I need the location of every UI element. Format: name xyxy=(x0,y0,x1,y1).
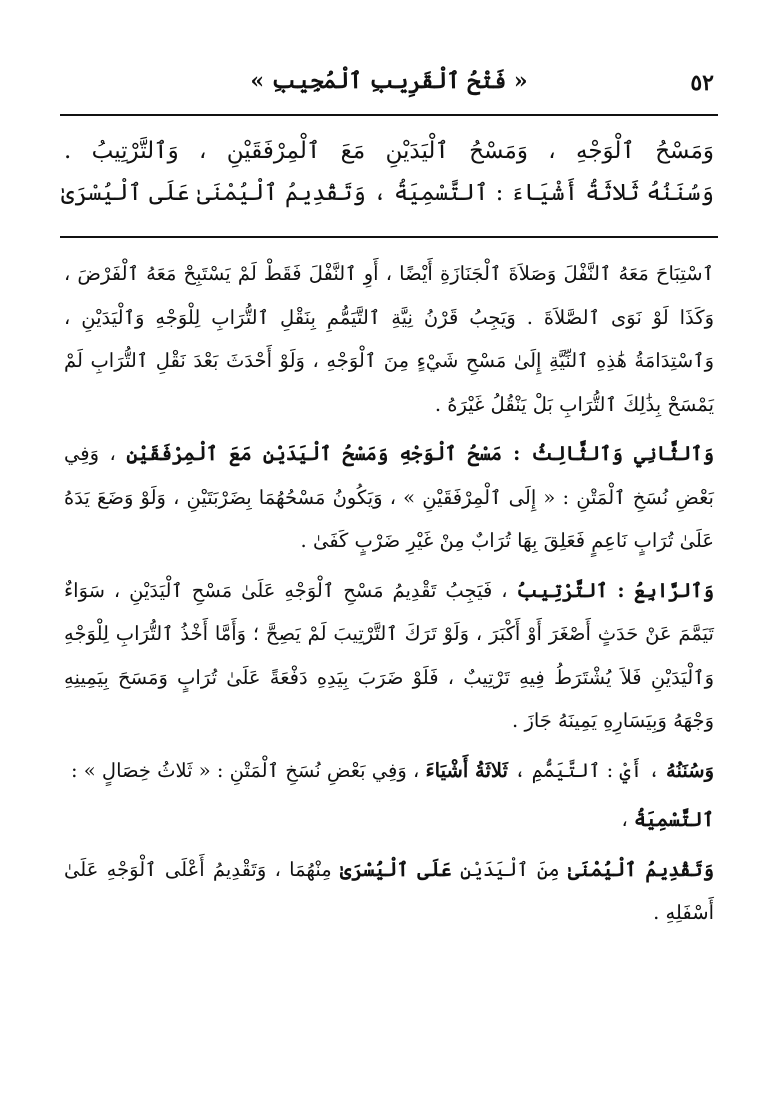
commentary-text: ، فَيَجِبُ تَقْدِيمُ مَسْحِ ٱلْوَجْهِ عَلَىٰ مَسْحِ ٱلْيَدَيْنِ ، سَوَاءٌ تَيَمَّمَ عَنْ حَدَثٍ أَصْغَرَ أَوْ أَكْبَرَ ، وَلَوْ تَرَكَ ٱلتَّرْتِيبَ لَمْ يَصِحَّ ؛ وَأَمَّا أَخْذُ ٱلتُّرَابِ لِلْوَجْهِ وَٱلْيَدَيْنِ فَلاَ يُشْتَرَطُ فِيهِ تَرْتِيبٌ ، فَلَوْ ضَرَبَ بِيَدِهِ دَفْعَةً عَلَىٰ تُرَابٍ وَمَسَحَ بِيَمِينِهِ وَجْهَهُ وَبِيَسَارِهِ يَمِينَهُ جَازَ . xyxy=(64,578,714,732)
commentary-text: ٱسْتِبَاحَ مَعَهُ ٱلنَّفْلَ وَصَلاَةَ ٱلْجَنَازَةِ أَيْضًا ، أَوِ ٱلنَّفْلَ فَقَطْ لَمْ يَسْتَبِحْ مَعَهُ ٱلْفَرْضَ ، وَكَذَا لَوْ نَوَى ٱلصَّلاَةَ . وَيَجِبُ قَرْنُ نِيَّةِ ٱلتَّيَمُّمِ بِنَقْلِ ٱلتُّرَابِ لِلْوَجْهِ وَٱلْيَدَيْنِ ، وَٱسْتِدَامَةُ هَٰذِهِ ٱلنِّيَّةِ إِلَىٰ مَسْحِ شَيْءٍ مِنَ ٱلْوَجْهِ ، وَلَوْ أَحْدَثَ بَعْدَ نَقْلِ ٱلتُّرَابِ لَمْ يَمْسَحْ بِذَٰلِكَ ٱلتُّرَابِ بَلْ يَنْقُلُ غَيْرَهُ . xyxy=(64,262,714,416)
commentary-text: مِنْهُمَا ، وَتَقْدِيمُ أَعْلَى ٱلْوَجْهِ عَلَىٰ أَسْفَلِهِ . xyxy=(64,857,714,924)
commentary-paragraph xyxy=(64,432,714,563)
matn-quote: وَتَقْدِيمُ ٱلْيُمْنَىٰ xyxy=(568,857,714,881)
matn-quote: وَٱلثَّانِي وَٱلثَّالِثُ : مَسْحُ ٱلْوَجْهِ وَمَسْحُ ٱلْيَدَيْنِ مَعَ ٱلْمِرْفَقَيْنِ xyxy=(126,442,715,465)
book-page xyxy=(60,68,718,1028)
matn-section xyxy=(60,116,718,214)
commentary-text: ، وَفِي بَعْضِ نُسَخِ ٱلْمَتْنِ : « إِلَى ٱلْمِرْفَقَيْنِ » ، وَيَكُونُ مَسْحُهُمَا بِضَرْبَتَيْنِ ، وَلَوْ وَضَعَ يَدَهُ عَلَىٰ تُرَابٍ نَاعِمٍ فَعَلِقَ بِهَا تُرَابٌ مِنْ غَيْرِ ضَرْبٍ كَفَىٰ . xyxy=(64,442,714,552)
commentary-text: ، وَفِي بَعْضِ نُسَخِ ٱلْمَتْنِ : « ثَلاثُ خِصَالٍ » : xyxy=(71,758,420,782)
commentary-paragraph xyxy=(64,252,714,426)
matn-quote: ٱلتَّسْمِيَةُ xyxy=(634,808,714,831)
commentary-paragraph xyxy=(64,749,714,793)
commentary-text: ، xyxy=(621,808,628,831)
commentary-section xyxy=(60,238,718,935)
commentary-paragraph xyxy=(64,848,714,935)
running-title: « فَتْحُ ٱلْقَرِيبِ ٱلْمُجِيبِ » xyxy=(250,68,528,94)
page-number: ٥٢ xyxy=(690,70,714,96)
matn-line: وَسُنَنُهُ ثَلاثَةُ أَشْيَاءَ : ٱلتَّسْمِيَةُ ، وَتَقْدِيمُ ٱلْيُمْنَىٰ عَلَى ٱلْيُسْرَىٰ xyxy=(60,180,714,206)
commentary-paragraph xyxy=(64,798,714,842)
commentary-paragraph xyxy=(64,569,714,743)
matn-line: وَمَسْحُ ٱلْوَجْهِ ، وَمَسْحُ ٱلْيَدَيْنِ مَعَ ٱلْمِرْفَقَيْنِ ، وَٱلتَّرْتِيبُ . xyxy=(64,138,714,164)
matn-quote: وَٱلرَّابِعُ : ٱلتَّرْتِيبُ xyxy=(516,578,714,602)
matn-quote: ثَلاثَةُ أَشْيَاءَ xyxy=(425,758,508,782)
page-header xyxy=(60,68,718,110)
commentary-text: ، أَيْ : ٱلتَّيَمُّمِ ، xyxy=(514,758,660,782)
matn-quote: وَسُنَنُهُ xyxy=(666,758,714,782)
commentary-text: مِنَ ٱلْيَدَيْنِ xyxy=(460,857,560,881)
matn-quote: عَلَى ٱلْيُسْرَىٰ xyxy=(339,857,452,881)
